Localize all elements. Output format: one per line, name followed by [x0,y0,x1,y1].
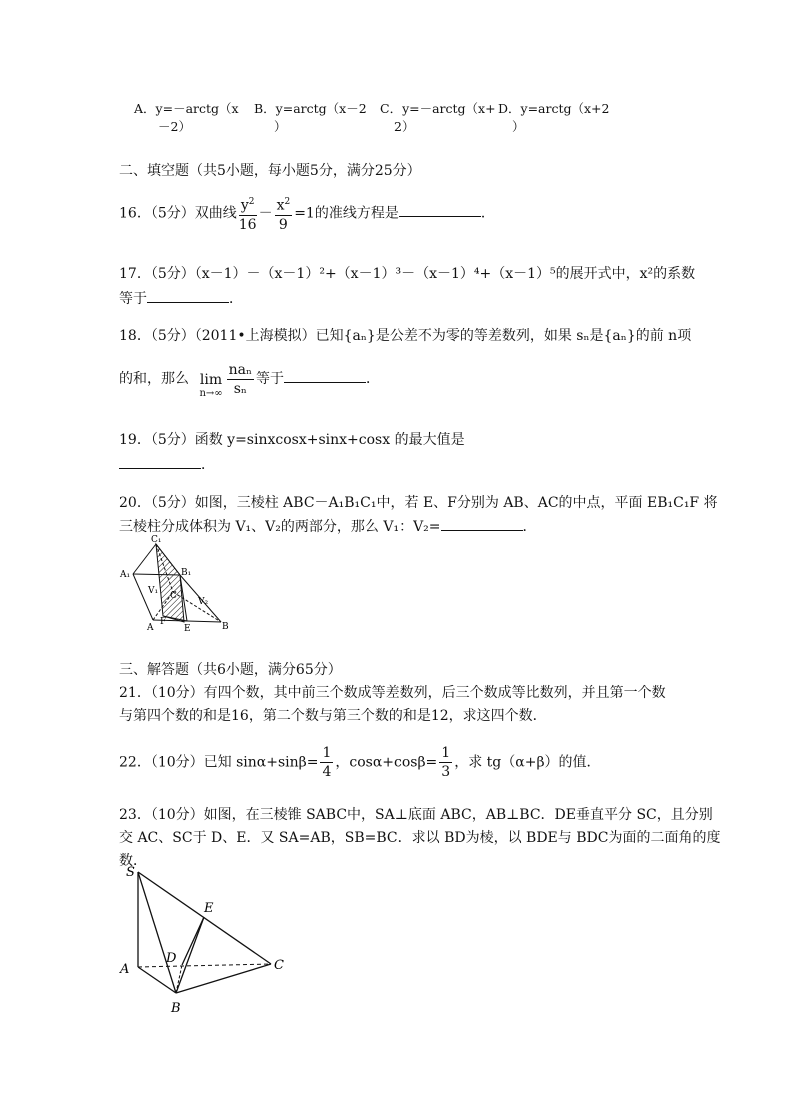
question-21: 21．（10分）有四个数，其中前三个数成等差数列，后三个数成等比数列，并且第一个数 与第四个数的和是16，第二个数与第三个数的和是12，求这四个数． [119,685,666,724]
label-c: C [274,958,284,973]
label-a1: A₁ [120,570,131,580]
q17-answer-blank [147,290,229,303]
section3-title: 三、解答题（共6小题，满分65分） [119,662,342,678]
question-20: 20．（5分）如图，三棱柱 ABC－A₁B₁C₁中，若 E、F分别为 AB、AC的中点，平面 EB₁C₁F 将 三棱柱分成体积为 V₁、V₂的两部分，那么 V₁：V₂= ． [119,495,718,535]
label-b: B [222,622,229,632]
label-f: F [160,617,167,627]
label-a: A [147,623,154,633]
label-c1: C₁ [151,535,162,545]
q15-option-d: D．y=arctg（x+2 ） [498,101,610,134]
question-17: 17．（5分）（x－1）－（x－1）²+（x－1）³－（x－1）⁴+（x－1）⁵的展开式中，x²的系数 等于 ． [119,266,696,307]
label-s: S [126,865,135,880]
q15-option-c: C．y=－arctg（x+ 2） [380,101,496,134]
label-b: B [171,1001,181,1016]
q19-answer-blank [119,456,201,469]
label-e: E [204,901,214,916]
label-v2: V₂ [198,597,209,607]
q16-fraction-1: $\frac{y^2}{16}$ [239,193,257,234]
q20-answer-blank [441,518,523,531]
q18-answer-blank [284,370,366,383]
question-18-line2: 的和，那么 lim n→∞ $\frac{\text{naₙ}}{\text{sₙ}}$ 等于 ． [119,358,380,400]
q15-option-b: B．y=arctg（x－2 ） [254,101,367,134]
label-d: D [166,951,177,966]
question-19: 19．（5分）函数 y=sinxcosx+sinx+cosx 的最大值是 ． [119,432,465,473]
section2-title: 二、填空题（共5小题，每小题5分，满分25分） [119,163,421,179]
q22-fraction-1: $\frac{1}{4}$ [322,745,332,780]
q22-fraction-2: $\frac{1}{3}$ [441,745,451,780]
q16-answer-blank [399,204,481,217]
figure-prism [118,534,238,640]
q18-fraction: $\frac{\text{naₙ}}{\text{sₙ}}$ [228,361,253,397]
label-a: A [120,962,130,977]
q18-limit: lim n→∞ [199,372,223,399]
label-c: C [170,591,177,601]
question-18: 18．（5分）（2011•上海模拟）已知{aₙ}是公差不为零的等差数列，如果 sₙ是{aₙ}的前 n项 [119,328,692,344]
label-b1: B₁ [181,568,192,578]
question-16: 16．（5分）双曲线 $\frac{y^2}{16}$ － $\frac{x^2}{9}$ =1的准线方程是 ． [119,193,495,234]
question-22: 22．（10分）已知 sinα+sinβ= $\frac{1}{4}$ ，cosα+cosβ= $\frac{1}{3}$ ，求 tg（α+β）的值． [119,745,601,780]
q15-option-a: A．y=－arctg（x －2） [134,101,239,134]
figure-tetrahedron [116,862,296,1018]
label-v1: V₁ [148,586,159,596]
question-23: 23．（10分）如图，在三棱锥 SABC中，SA⊥底面 ABC，AB⊥BC．DE垂直平分 SC，且分别 交 AC、SC于 D、E．又 SA=AB，SB=BC．求以 BD为棱，以 BDE与 BDC为面的二面角的度 数． [119,807,721,869]
q16-fraction-2: $\frac{x^2}{9}$ [275,193,293,234]
label-e: E [184,624,191,634]
